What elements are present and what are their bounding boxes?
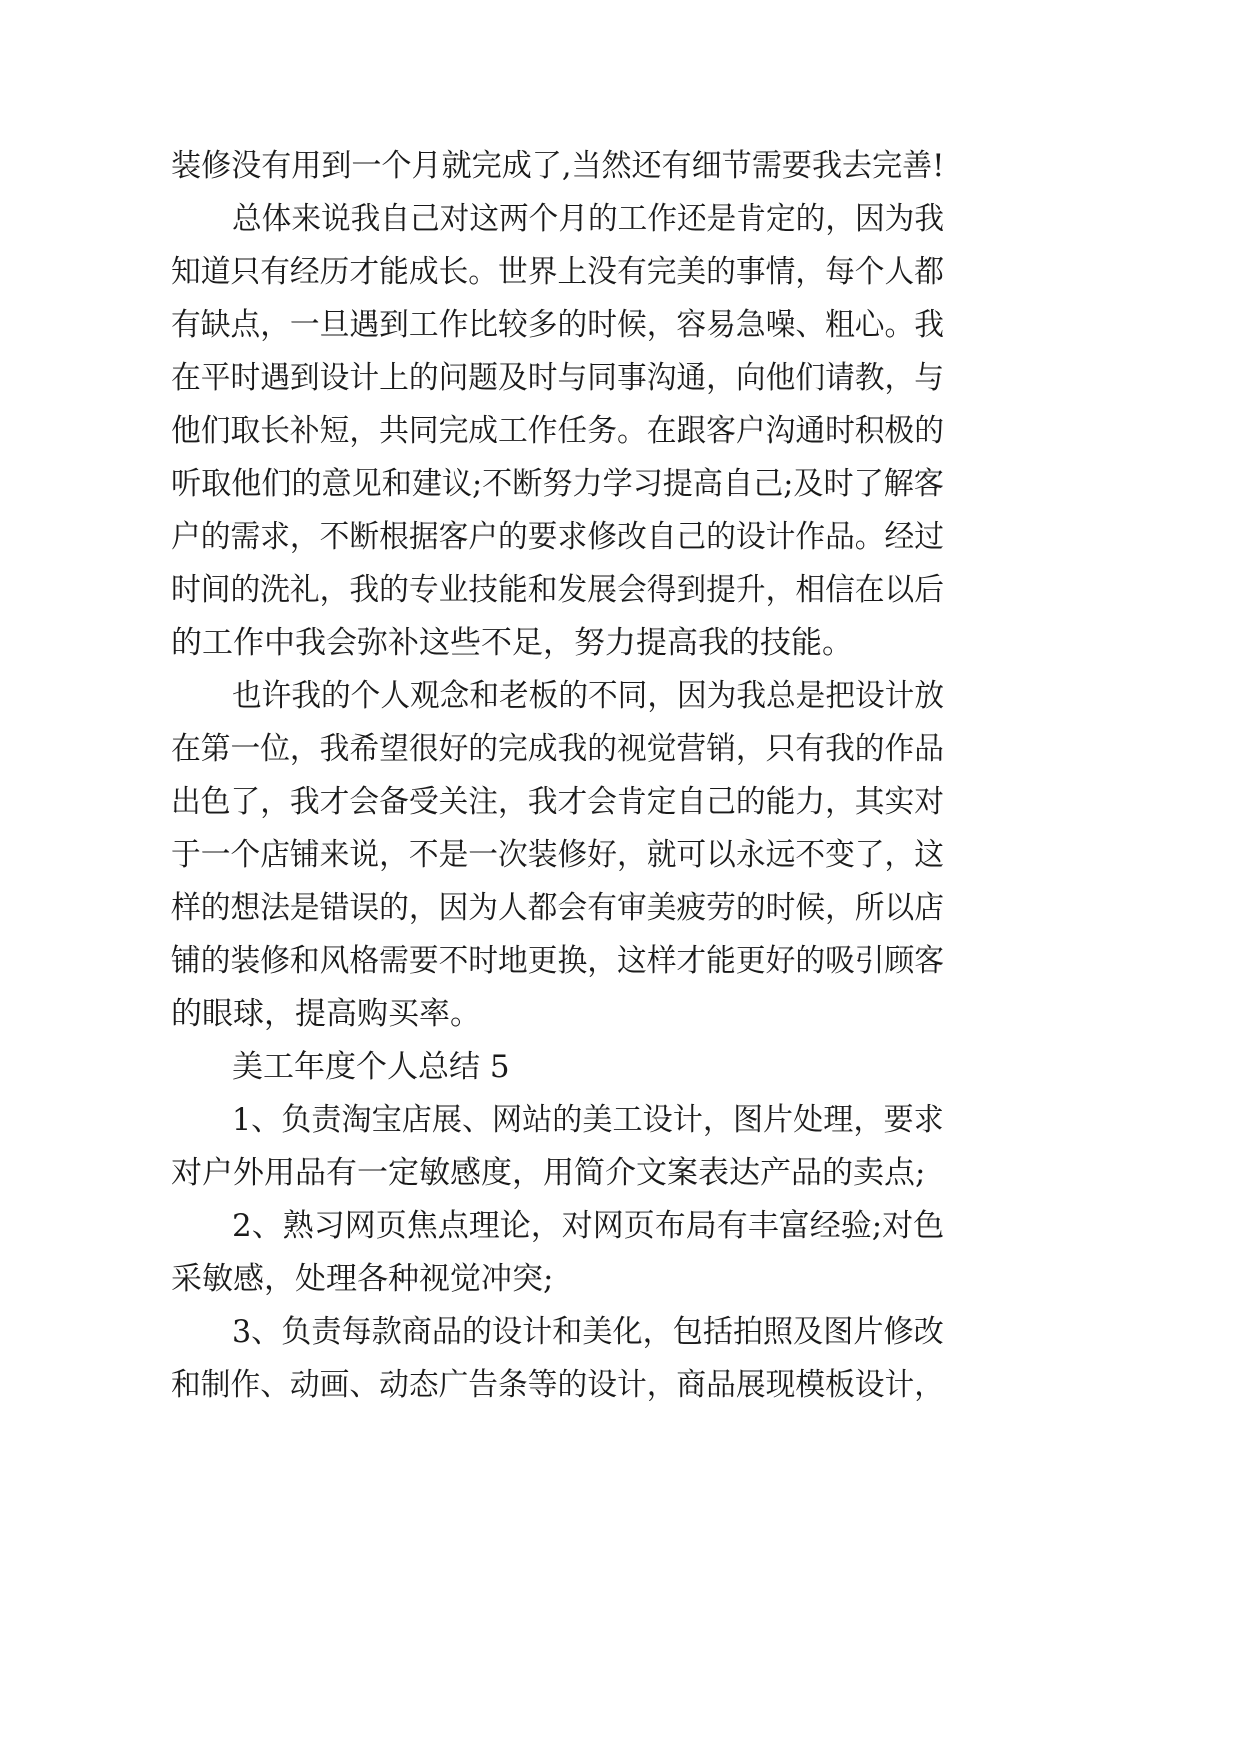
- text-line: [0, 568, 1241, 612]
- paragraph-first-line: [0, 674, 1241, 718]
- text-line: [0, 1151, 1241, 1195]
- text-line-content: 于一个店铺来说，不是一次装修好，就可以永远不变了，这: [171, 837, 944, 873]
- text-line-content: 听取他们的意见和建议;不断努力学习提高自己;及时了解客: [171, 466, 944, 502]
- text-line-content: 和制作、动画、动态广告条等的设计，商品展现模板设计，: [171, 1367, 944, 1403]
- paragraph-first-line: [0, 197, 1241, 241]
- text-line-content: 的工作中我会弥补这些不足，努力提高我的技能。: [171, 625, 853, 661]
- text-line: [0, 356, 1241, 400]
- text-line: [0, 939, 1241, 983]
- text-line-content: 1、负责淘宝店展、网站的美工设计，图片处理，要求: [232, 1102, 944, 1138]
- text-line-content: 知道只有经历才能成长。世界上没有完美的事情，每个人都: [171, 254, 944, 290]
- text-line-content: 也许我的个人观念和老板的不同，因为我总是把设计放: [232, 678, 944, 714]
- text-line: [0, 621, 1241, 665]
- text-line: [0, 1363, 1241, 1407]
- text-line-content: 时间的洗礼，我的专业技能和发展会得到提升，相信在以后: [171, 572, 944, 608]
- text-line-content: 样的想法是错误的，因为人都会有审美疲劳的时候，所以店: [171, 890, 944, 926]
- text-line-content: 装修没有用到一个月就完成了,当然还有细节需要我去完善!: [171, 148, 945, 184]
- list-item-first-line: [0, 1310, 1241, 1354]
- text-line-content: 的眼球，提高购买率。: [171, 996, 481, 1032]
- text-line-content: 3、负责每款商品的设计和美化，包括拍照及图片修改: [232, 1314, 944, 1350]
- text-line: [0, 780, 1241, 824]
- section-heading-text: 美工年度个人总结 5: [232, 1049, 510, 1085]
- text-line: [0, 833, 1241, 877]
- text-line: [0, 515, 1241, 559]
- text-line-content: 在第一位，我希望很好的完成我的视觉营销，只有我的作品: [171, 731, 944, 767]
- text-line: [0, 303, 1241, 347]
- text-line-content: 总体来说我自己对这两个月的工作还是肯定的，因为我: [232, 201, 944, 237]
- list-item-first-line: [0, 1204, 1241, 1248]
- text-line: [0, 992, 1241, 1036]
- text-line-content: 户的需求，不断根据客户的要求修改自己的设计作品。经过: [171, 519, 944, 555]
- text-line: [0, 409, 1241, 453]
- text-line-content: 他们取长补短，共同完成工作任务。在跟客户沟通时积极的: [171, 413, 944, 449]
- text-line-content: 有缺点，一旦遇到工作比较多的时候，容易急噪、粗心。我: [171, 307, 944, 343]
- text-line-content: 采敏感，处理各种视觉冲突;: [171, 1261, 554, 1297]
- text-line: [0, 144, 1241, 188]
- text-line-content: 2、熟习网页焦点理论，对网页布局有丰富经验;对色: [232, 1208, 945, 1244]
- text-line: [0, 250, 1241, 294]
- text-line: [0, 462, 1241, 506]
- text-line-content: 出色了，我才会备受关注，我才会肯定自己的能力，其实对: [171, 784, 944, 820]
- text-line-content: 在平时遇到设计上的问题及时与同事沟通，向他们请教，与: [171, 360, 944, 396]
- text-line-content: 铺的装修和风格需要不时地更换，这样才能更好的吸引顾客: [171, 943, 944, 979]
- text-line: [0, 886, 1241, 930]
- text-line: [0, 1257, 1241, 1301]
- text-line: [0, 727, 1241, 771]
- section-heading: [0, 1045, 1241, 1089]
- list-item-first-line: [0, 1098, 1241, 1142]
- text-line-content: 对户外用品有一定敏感度，用简介文案表达产品的卖点;: [171, 1155, 926, 1191]
